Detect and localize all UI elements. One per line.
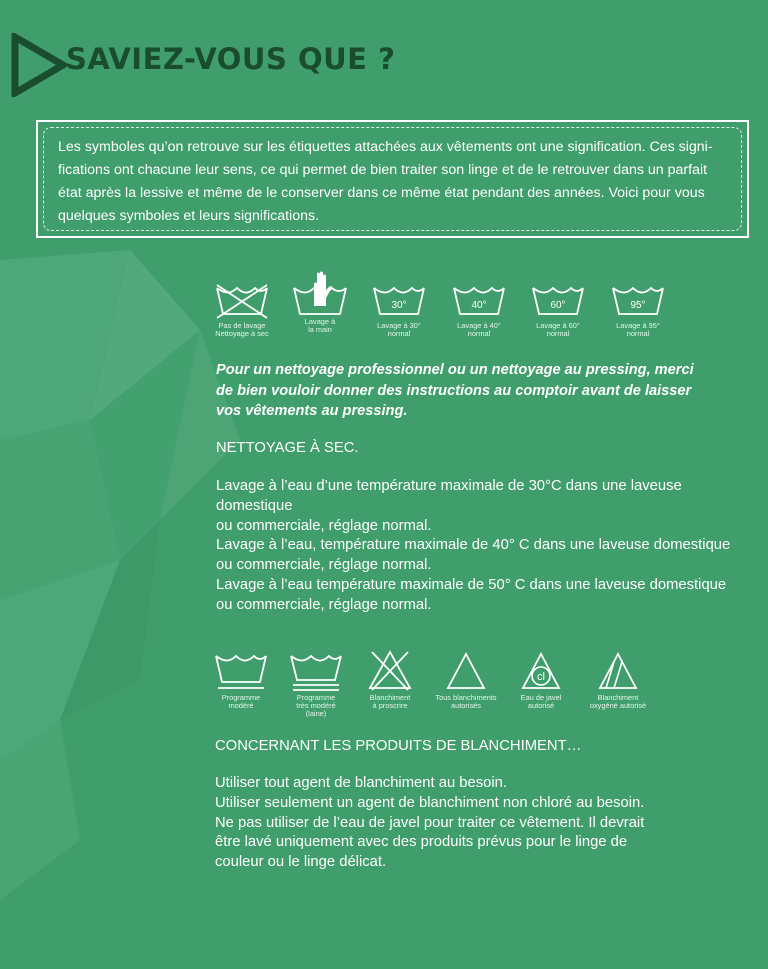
wash-60-symbol — [523, 284, 593, 338]
intro-line: Les symboles qu’on retrouve sur les étiquettes attachées aux vêtements ont une signification. Ces signi- — [58, 139, 713, 155]
symbol-label — [281, 694, 351, 718]
symbol-label-line: Programme — [221, 693, 261, 702]
symbol-label-line: autorisé — [527, 701, 555, 710]
oxygen-bleach-symbol — [583, 648, 653, 710]
symbol-label-line: normal — [387, 329, 411, 338]
no-bleach-icon — [366, 648, 414, 692]
symbol-label-line: Blanchiment — [369, 693, 411, 702]
dry-clean-line: ou commerciale, réglage normal. — [216, 596, 432, 613]
wash-60-icon — [531, 284, 585, 320]
symbol-label-line: Blanchiment — [597, 693, 639, 702]
any-bleach-symbol — [431, 648, 501, 710]
symbol-label — [583, 694, 653, 710]
wash-95-symbol — [603, 284, 673, 338]
symbol-label-line: Nettoyage à sec — [215, 329, 269, 338]
symbol-label — [523, 322, 593, 338]
symbol-label-line: Eau de javel — [520, 693, 562, 702]
intro-text — [58, 136, 738, 228]
very-moderate-program-icon — [287, 652, 345, 692]
symbol-label-line: (laine) — [305, 709, 327, 718]
symbol-label-line: normal — [546, 329, 570, 338]
any-bleach-icon — [442, 648, 490, 692]
bleach-line: Utiliser tout agent de blanchiment au besoin. — [215, 775, 508, 791]
no-bleach-symbol — [355, 648, 425, 710]
bleach-line: être lavé uniquement avec des produits prévus pour le linge de — [215, 834, 628, 851]
intro-box — [36, 120, 749, 238]
temperature-label: 95° — [630, 300, 646, 311]
symbol-label — [431, 694, 501, 710]
symbol-label-line: Lavage à 40° — [457, 321, 501, 330]
dry-clean-text — [216, 477, 761, 616]
symbol-label-line: Lavage à 60° — [536, 321, 580, 330]
chlorine-bleach-symbol — [506, 648, 576, 710]
symbol-label-line: Lavage à 30° — [377, 321, 421, 330]
very-moderate-program-symbol — [281, 652, 351, 718]
symbol-label-line: Pas de lavage — [218, 321, 266, 330]
symbol-label-line: à proscrire — [372, 701, 408, 710]
symbol-label — [506, 694, 576, 710]
hand-wash-icon — [290, 270, 350, 320]
bleach-line: Utiliser seulement un agent de blanchiment non chloré au besoin. — [215, 794, 645, 811]
symbol-label — [603, 322, 673, 338]
page-title: SAVIEZ-VOUS QUE ? — [66, 42, 396, 76]
dry-clean-line: Lavage à l’eau d’une température maximale de 30°C dans une laveuse domestique — [216, 478, 682, 514]
moderate-program-symbol — [206, 652, 276, 710]
symbol-label-line: autorisés — [451, 701, 481, 710]
symbol-label-line: oxygéné autorisé — [589, 701, 647, 710]
bleach-text — [215, 774, 735, 873]
symbol-label-line: normal — [626, 329, 650, 338]
dry-clean-line: Lavage à l’eau, température maximale de 40° C dans une laveuse domestique — [216, 537, 731, 554]
dry-clean-line: ou commerciale, réglage normal. — [216, 557, 432, 574]
moderate-program-icon — [212, 652, 270, 692]
note-line: de bien vouloir donner des instructions au comptoir avant de laisser — [216, 382, 692, 399]
no-dry-clean-icon — [215, 284, 269, 320]
chlorine-bleach-icon — [517, 648, 565, 692]
note-line: vos vêtements au pressing. — [216, 403, 408, 419]
symbol-label-line: modéré — [228, 701, 254, 710]
oxygen-bleach-icon — [594, 648, 642, 692]
chlorine-mark: cl — [537, 671, 545, 683]
temperature-label: 60° — [550, 300, 566, 311]
symbol-label-line: Lavage à — [304, 317, 336, 326]
dry-clean-heading: NETTOYAGE À SEC. — [216, 440, 359, 456]
no-dry-clean-symbol — [207, 284, 277, 338]
symbol-label-line: normal — [467, 329, 491, 338]
symbol-label — [206, 694, 276, 710]
symbol-label-line: Tous blanchiments — [435, 693, 497, 702]
bleach-line: couleur ou le linge délicat. — [215, 854, 387, 871]
symbol-label — [444, 322, 514, 338]
temperature-label: 30° — [391, 300, 407, 311]
hand-wash-symbol — [285, 270, 355, 334]
intro-line: quelques symboles et leurs significations. — [58, 208, 320, 224]
temperature-label: 40° — [471, 300, 487, 311]
wash-40-icon — [452, 284, 506, 320]
bleach-line: Ne pas utiliser de l’eau de javel pour traiter ce vêtement. Il devrait — [215, 814, 645, 831]
symbol-label — [364, 322, 434, 338]
symbol-label-line: Programme — [296, 693, 336, 702]
symbol-label — [285, 318, 355, 334]
intro-line: état après la lessive et même de le conserver dans ce même état pendant des années. Voici pour vous — [58, 185, 705, 201]
symbol-label-line: la main — [308, 325, 332, 334]
bleach-heading: CONCERNANT LES PRODUITS DE BLANCHIMENT… — [215, 738, 582, 754]
intro-line: fications ont chacune leur sens, ce qui permet de bien traiter son linge et de le retrouver dans un parfait — [58, 162, 708, 178]
wash-30-icon — [372, 284, 426, 320]
symbol-label — [207, 322, 277, 338]
pressing-note — [216, 360, 736, 422]
symbol-label-line: très modéré — [296, 701, 336, 710]
dry-clean-line: Lavage à l’eau température maximale de 50° C dans une laveuse domestique — [216, 576, 727, 593]
symbol-label — [355, 694, 425, 710]
note-line: Pour un nettoyage professionnel ou un nettoyage au pressing, merci — [216, 362, 694, 378]
wash-95-icon — [611, 284, 665, 320]
symbol-label-line: Lavage à 95° — [616, 321, 660, 330]
play-arrow-icon — [11, 33, 71, 97]
wash-30-symbol — [364, 284, 434, 338]
wash-40-symbol — [444, 284, 514, 338]
dry-clean-line: ou commerciale, réglage normal. — [216, 517, 432, 534]
